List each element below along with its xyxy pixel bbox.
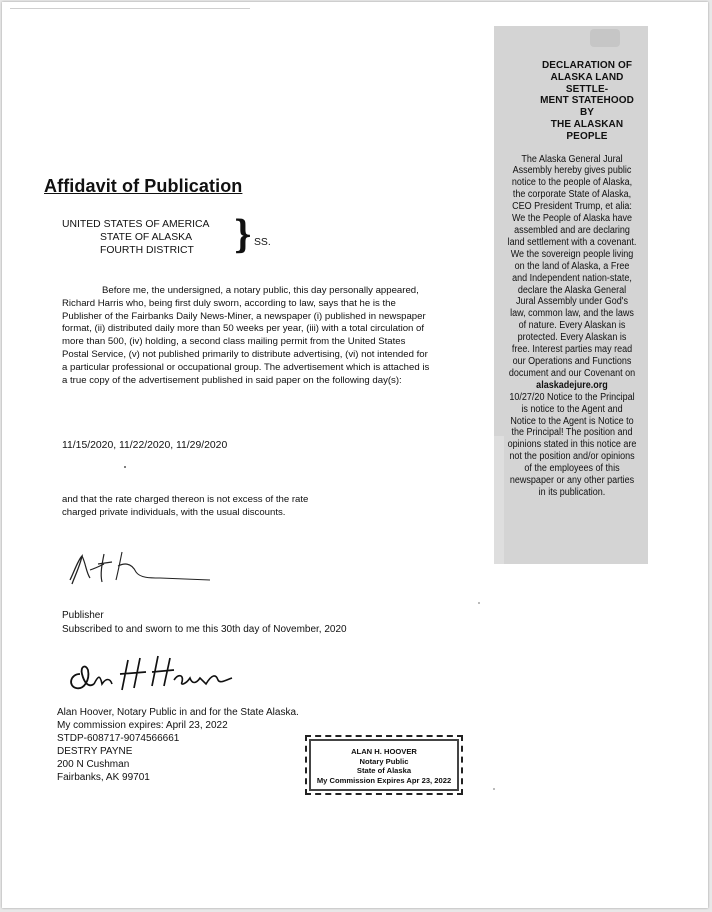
- notary-stamp: [305, 735, 463, 795]
- headline-line: ALASKA LAND SETTLE-: [550, 71, 624, 95]
- venue-district: FOURTH DISTRICT: [100, 245, 194, 256]
- publisher-signature: [60, 542, 216, 592]
- venue-state: STATE OF ALASKA: [100, 232, 193, 243]
- stamp-line: Notary Public: [359, 756, 409, 766]
- affidavit-page: [2, 2, 708, 908]
- clipping-fold: [494, 436, 504, 564]
- clipping-body: [508, 154, 637, 499]
- newspaper-clipping: [494, 26, 648, 564]
- scan-smudge: [590, 29, 620, 47]
- venue-country: UNITED STATES OF AMERICA: [62, 219, 210, 230]
- scan-speck: [478, 602, 480, 604]
- notary-line: Fairbanks, AK 99701: [57, 771, 150, 783]
- stamp-line: ALAN H. HOOVER: [351, 747, 417, 756]
- clipping-text: The Alaska General Jural Assembly hereby gives public notice to the people of Alaska, the corporate State of Alaska, CEO President Trump, et alia: We the People of Alaska have assembled and are declaring land settlement with a covenant. We the sovereign people living on the land of Alaska, a Free and Independent nation-state, declare the Alaska General Jural Assembly under God's law, common law, and the laws of nature. Every Alaskan is protected. Every Alaskan is free. Interest parties may read our Operations and Functions document and our Covenant on: [507, 153, 637, 379]
- rate-statement: and that the rate charged thereon is not excess of the rate charged private individuals, with the usual discounts.: [62, 494, 309, 518]
- notary-line: STDP-608717-9074566661: [57, 732, 180, 744]
- clipping-website: alaskadejure.org: [536, 379, 608, 391]
- scan-speck: [124, 466, 126, 468]
- document-title: Affidavit of Publication: [44, 176, 243, 196]
- notary-line: 200 N Cushman: [57, 758, 130, 770]
- venue-block: [62, 218, 209, 257]
- notary-line: My commission expires: April 23, 2022: [57, 719, 228, 731]
- headline-line: DECLARATION OF: [541, 60, 633, 71]
- sworn-statement: Subscribed to and sworn to me this 30th day of November, 2020: [62, 624, 347, 635]
- headline-line: THE ALASKAN PEOPLE: [550, 118, 624, 142]
- notary-line: Alan Hoover, Notary Public in and for the State Alaska.: [57, 707, 299, 718]
- scan-speck: [493, 788, 495, 790]
- stamp-line: My Commission Expires Apr 23, 2022: [316, 775, 452, 785]
- publication-dates: 11/15/2020, 11/22/2020, 11/29/2020: [62, 440, 228, 451]
- clipping-notice: 10/27/20 Notice to the Principal is notice to the Agent and Notice to the Agent is Notice to the Principal! The position and opinions stated in this notice are not the position and/or opinions of the employees of this newspaper or any other parties in its publication.: [507, 391, 637, 498]
- headline-line: MENT STATEHOOD BY: [540, 95, 634, 119]
- affidavit-body: Before me, the undersigned, a notary public, this day personally appeared, Richard Harris who, being first duly sworn, according to law, says that he is the Publisher of the Fairbanks Daily News-Miner, a newspaper (i) published in newspaper format, (ii) distributed daily more than 50 weeks per year, (iii) with a total circulation of more than 500, (iv) holding, a second class mailing permit from the United States Postal Service, (v) not published primarily to distribute advertising, (vi) not intended for a particular professional or occupational group. The advertisement which is attached is a true copy of the advertisement published in said paper on the following day(s):: [62, 285, 430, 386]
- clipping-headline: [532, 60, 642, 143]
- stamp-line: State of Alaska: [356, 766, 412, 775]
- ss-label: SS.: [254, 237, 271, 248]
- notary-line: DESTRY PAYNE: [57, 745, 133, 757]
- brace-glyph: }: [233, 212, 253, 256]
- scan-edge-line: [10, 8, 250, 9]
- notary-block: [57, 707, 299, 784]
- notary-signature: [66, 644, 234, 696]
- publisher-label: Publisher: [62, 610, 104, 621]
